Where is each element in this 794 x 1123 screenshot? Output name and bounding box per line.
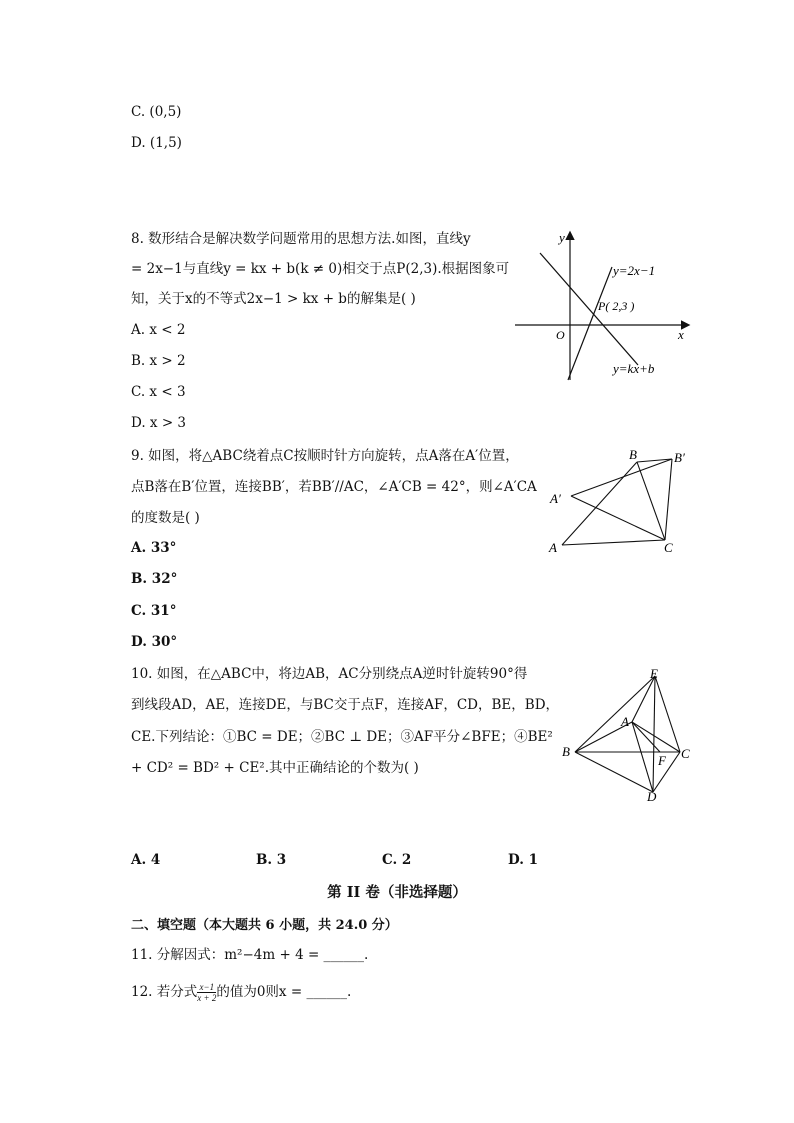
q9-label-c: C — [664, 540, 673, 555]
q8-line1-label: y=2x−1 — [613, 263, 656, 278]
q10-label-f: F — [658, 753, 666, 768]
q9-label-a-prime: A′ — [550, 491, 561, 506]
q11-text: 11. 分解因式：m²−4m + 4 = ______. — [131, 947, 369, 963]
q8-origin-label: O — [556, 328, 565, 342]
q9-stem-line-1: 9. 如图，将△ABC绕着点C按顺时针方向旋转，点A落在A′位置， — [131, 448, 519, 464]
q8-line2-label: y=kx+b — [613, 361, 655, 376]
q8-stem-line-2: = 2x−1与直线y = kx + b(k ≠ 0)相交于点P(2,3).根据图象可 — [131, 261, 510, 277]
q10-option-d: D. 1 — [508, 852, 539, 868]
q8-option-b: B. x > 2 — [131, 353, 186, 369]
q8-y-axis-label: y — [559, 230, 565, 245]
q7-option-d: D. (1,5) — [131, 135, 182, 151]
q10-label-a: A — [621, 714, 629, 729]
q9-figure-rotation — [545, 445, 695, 560]
q10-option-c: C. 2 — [382, 852, 412, 868]
q9-option-b: B. 32° — [131, 571, 178, 587]
q8-point-label: P( 2,3 ) — [598, 299, 635, 313]
part-two-title: 第 II 卷（非选择题） — [327, 884, 467, 901]
fill-in-section-heading: 二、填空题（本大题共 6 小题，共 24.0 分） — [131, 918, 398, 933]
q9-option-d: D. 30° — [131, 634, 178, 650]
q9-option-c: C. 31° — [131, 603, 177, 619]
q10-label-e: E — [650, 666, 658, 681]
q9-label-b-prime: B′ — [674, 450, 685, 465]
q7-option-c: C. (0,5) — [131, 104, 182, 120]
q12-denominator: x + 2 — [197, 993, 217, 1003]
q9-stem-line-2: 点B落在B′位置，连接BB′，若BB′//AC，∠A′CB = 42°，则∠A′CA — [131, 479, 537, 495]
q10-label-b: B — [562, 744, 570, 759]
q9-label-a: A — [549, 540, 557, 555]
q10-stem-line-4: + CD² = BD² + CE².其中正确结论的个数为( ) — [131, 760, 419, 776]
q8-line-2x-minus-1 — [568, 267, 612, 380]
q8-option-a: A. x < 2 — [131, 322, 186, 338]
q10-figure-rotation — [558, 664, 698, 806]
q10-stem-line-1: 10. 如图，在△ABC中，将边AB，AC分别绕点A逆时针旋转90°得 — [131, 666, 528, 682]
q12-numerator: x−1 — [197, 982, 216, 993]
q8-x-axis-label: x — [678, 327, 684, 342]
q10-option-b: B. 3 — [256, 852, 287, 868]
q10-option-a: A. 4 — [131, 852, 161, 868]
q8-option-d: D. x > 3 — [131, 415, 187, 431]
q10-label-c: C — [681, 746, 690, 761]
q9-stem-line-3: 的度数是( ) — [131, 510, 200, 526]
q8-stem-line-1: 8. 数形结合是解决数学问题常用的思想方法.如图，直线y — [131, 231, 471, 247]
q8-figure-graph — [510, 225, 695, 385]
q10-label-d: D — [647, 789, 657, 804]
q9-option-a: A. 33° — [131, 540, 177, 556]
q8-stem-line-3: 知，关于x的不等式2x−1 > kx + b的解集是( ) — [131, 291, 416, 307]
q10-stem-line-2: 到线段AD，AE，连接DE，与BC交于点F，连接AF，CD，BE，BD， — [131, 697, 560, 713]
q8-option-c: C. x < 3 — [131, 384, 186, 400]
q9-label-b: B — [629, 447, 637, 462]
q12-suffix: 的值为0则x = ______. — [216, 984, 352, 1000]
q12-text — [131, 982, 351, 1003]
q12-prefix: 12. 若分式 — [131, 984, 198, 1000]
q12-fraction — [197, 982, 216, 1003]
q10-stem-line-3: CE.下列结论：①BC = DE；②BC ⊥ DE；③AF平分∠BFE；④BE² — [131, 729, 553, 745]
